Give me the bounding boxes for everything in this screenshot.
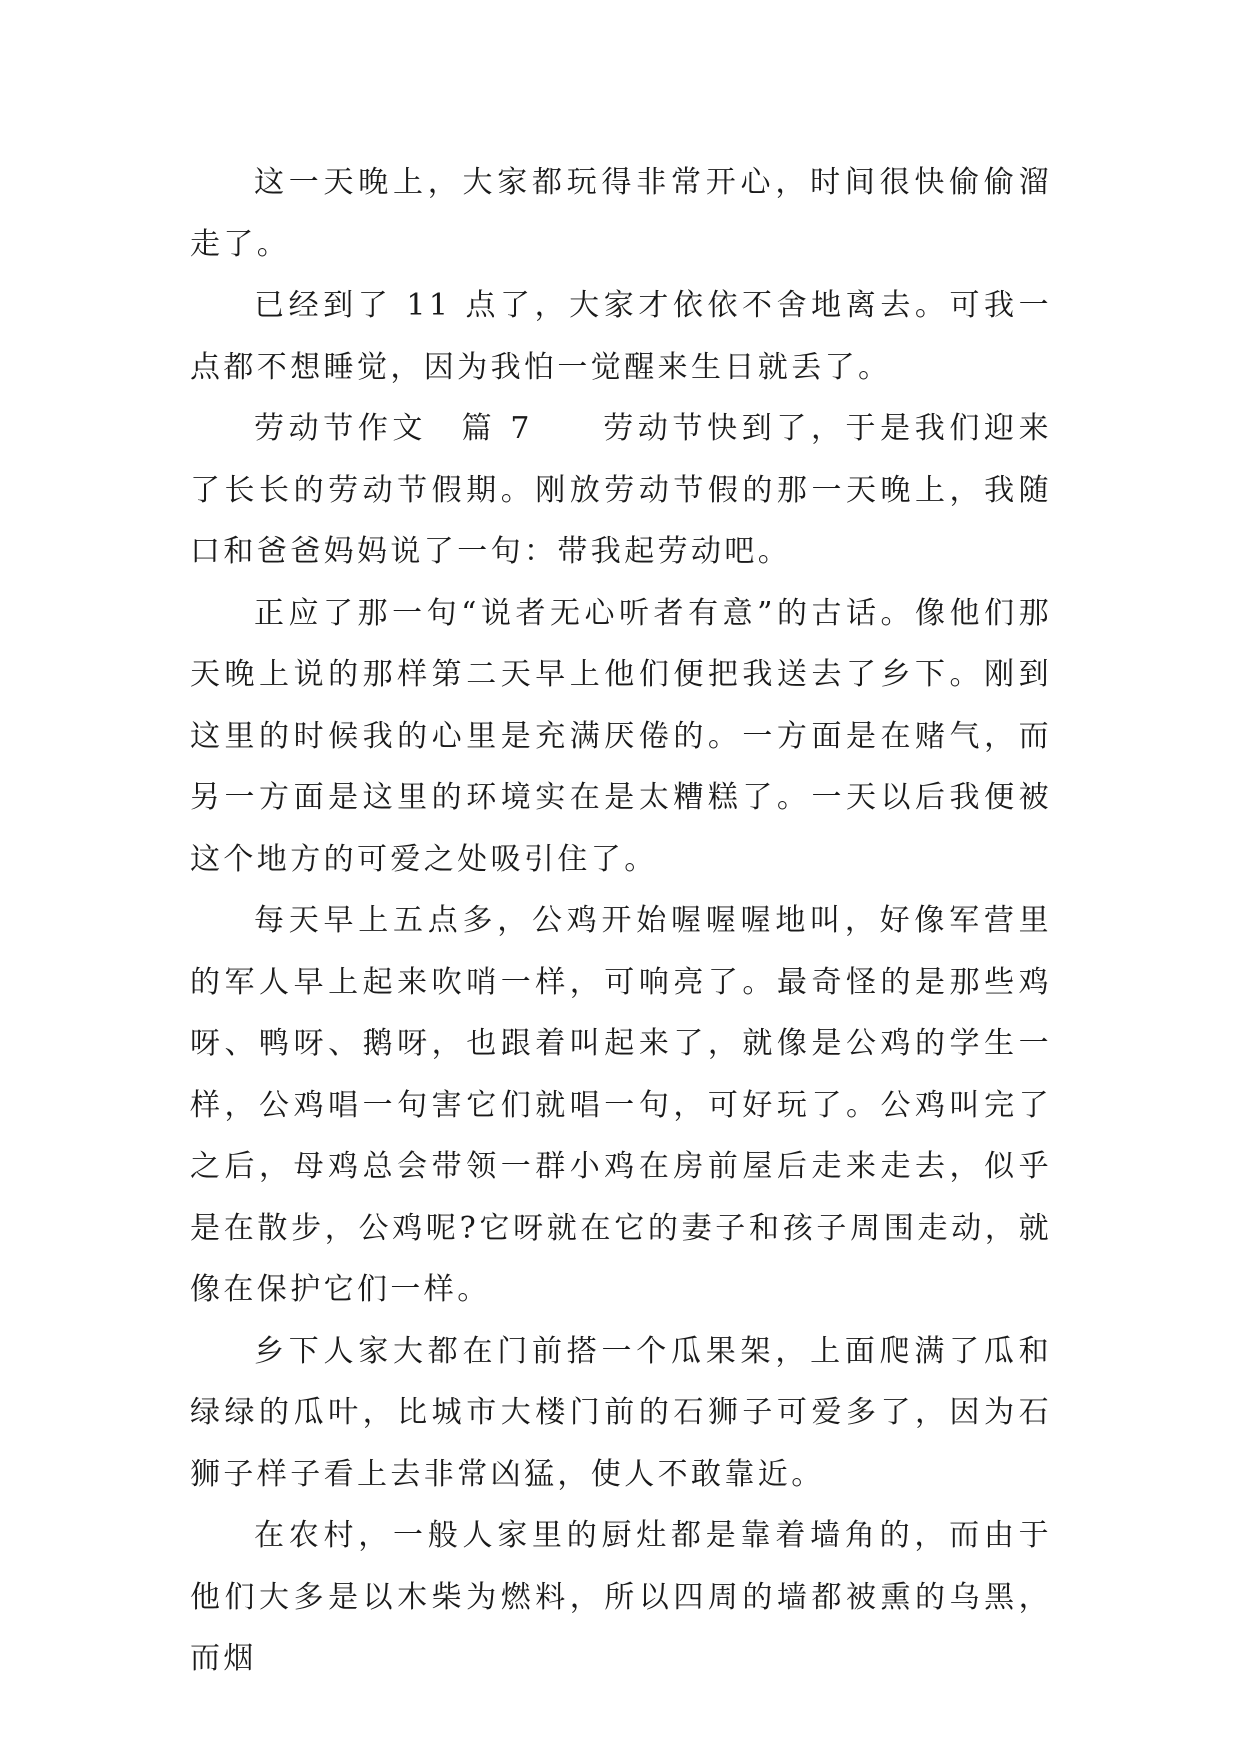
paragraph: 乡下人家大都在门前搭一个瓜果架，上面爬满了瓜和绿绿的瓜叶，比城市大楼门前的石狮子可爱多了，因为石狮子样子看上去非常凶猛，使人不敢靠近。 — [190, 1333, 1052, 1492]
paragraph: 已经到了 11 点了，大家才依依不舍地离去。可我一点都不想睡觉，因为我怕一觉醒来生日就丢了。 — [190, 288, 1052, 385]
paragraph: 这一天晚上，大家都玩得非常开心，时间很快偷偷溜走了。 — [190, 165, 1052, 262]
paragraph: 在农村，一般人家里的厨灶都是靠着墙角的，而由于他们大多是以木柴为燃料，所以四周的墙都被熏的乌黑，而烟 — [190, 1518, 1052, 1676]
paragraph: 每天早上五点多，公鸡开始喔喔喔地叫，好像军营里的军人早上起来吹哨一样，可响亮了。最奇怪的是那些鸡呀、鸭呀、鹅呀，也跟着叫起来了，就像是公鸡的学生一样，公鸡唱一句害它们就唱一句，可好玩了。公鸡叫完了之后，母鸡总会带领一群小鸡在房前屋后走来走去，似乎是在散步，公鸡呢?它呀就在它的妻子和孩子周围走动，就像在保护它们一样。 — [190, 903, 1052, 1307]
paragraph: 正应了那一句“说者无心听者有意”的古话。像他们那天晚上说的那样第二天早上他们便把我送去了乡下。刚到这里的时候我的心里是充满厌倦的。一方面是在赌气，而另一方面是这里的环境实在是太糟糕了。一天以后我便被这个地方的可爱之处吸引住了。 — [190, 595, 1052, 877]
paragraph: 劳动节作文 篇 7 劳动节快到了，于是我们迎来了长长的劳动节假期。刚放劳动节假的那一天晚上，我随口和爸爸妈妈说了一句：带我起劳动吧。 — [190, 411, 1052, 569]
document-body — [190, 152, 1052, 1690]
